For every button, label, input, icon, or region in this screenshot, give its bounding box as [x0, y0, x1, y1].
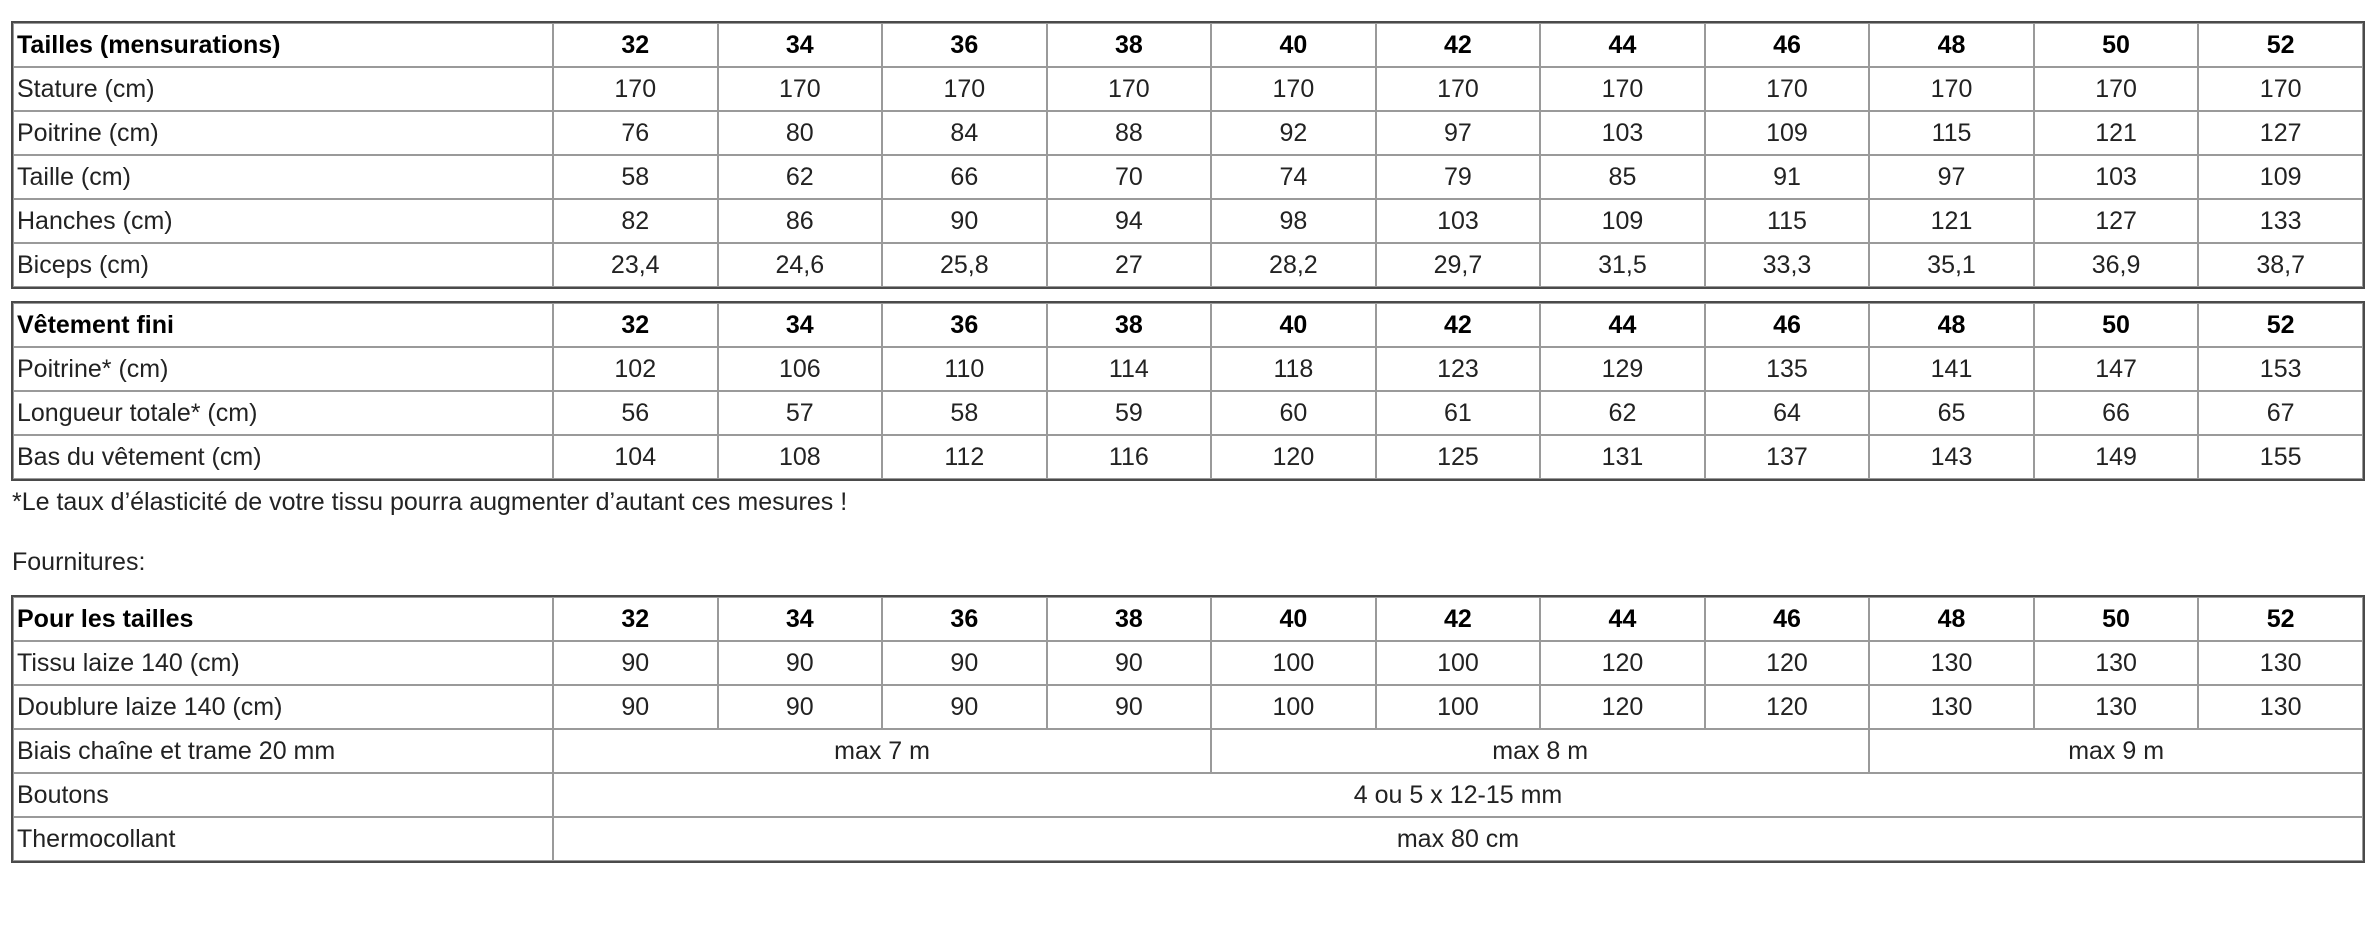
table-cell: 79: [1376, 155, 1541, 199]
table-cell: 76: [553, 111, 718, 155]
table-cell: 62: [1540, 391, 1705, 435]
table-cell: 60: [1211, 391, 1376, 435]
size-header-cell: 40: [1211, 303, 1376, 347]
size-header-cell: 50: [2034, 23, 2199, 67]
table-cell: 84: [882, 111, 1047, 155]
size-header-cell: 50: [2034, 303, 2199, 347]
table-cell: 66: [2034, 391, 2199, 435]
table-row-interfacing: [13, 817, 2363, 861]
table-cell: 121: [1869, 199, 2034, 243]
table-cell: 61: [1376, 391, 1541, 435]
measurements-table: [12, 22, 2364, 288]
size-header-cell: 36: [882, 23, 1047, 67]
table-cell: 130: [1869, 685, 2034, 729]
row-label: Tissu laize 140 (cm): [13, 641, 553, 685]
table-cell: 116: [1047, 435, 1212, 479]
row-label: Taille (cm): [13, 155, 553, 199]
row-label: Poitrine (cm): [13, 111, 553, 155]
table-cell: 62: [718, 155, 883, 199]
table-header-row: [13, 303, 2363, 347]
size-header-cell: 46: [1705, 23, 1870, 67]
size-header-cell: 48: [1869, 597, 2034, 641]
table-cell: 120: [1540, 641, 1705, 685]
size-header-cell: 48: [1869, 303, 2034, 347]
table-cell: 143: [1869, 435, 2034, 479]
bias-group-3: max 9 m: [1869, 729, 2363, 773]
table-cell: 65: [1869, 391, 2034, 435]
table-cell: 90: [718, 685, 883, 729]
table-cell: 123: [1376, 347, 1541, 391]
table-cell: 155: [2198, 435, 2363, 479]
bias-group-2: max 8 m: [1211, 729, 1869, 773]
table-cell: 127: [2034, 199, 2199, 243]
size-header-cell: 44: [1540, 303, 1705, 347]
table-cell: 33,3: [1705, 243, 1870, 287]
size-header-cell: 52: [2198, 303, 2363, 347]
table-cell: 56: [553, 391, 718, 435]
size-header-cell: 52: [2198, 597, 2363, 641]
header-label: Tailles (mensurations): [13, 23, 553, 67]
table-row: [13, 641, 2363, 685]
table-row: [13, 243, 2363, 287]
table-cell: 170: [1211, 67, 1376, 111]
table-cell: 114: [1047, 347, 1212, 391]
table-cell: 27: [1047, 243, 1212, 287]
size-header-cell: 46: [1705, 303, 1870, 347]
size-header-cell: 38: [1047, 597, 1212, 641]
table-cell: 115: [1869, 111, 2034, 155]
table-cell: 104: [553, 435, 718, 479]
row-label: Biceps (cm): [13, 243, 553, 287]
table-cell: 110: [882, 347, 1047, 391]
size-header-cell: 44: [1540, 23, 1705, 67]
table-cell: 170: [1376, 67, 1541, 111]
table-cell: 58: [553, 155, 718, 199]
table-cell: 170: [2034, 67, 2199, 111]
table-cell: 70: [1047, 155, 1212, 199]
size-header-cell: 42: [1376, 23, 1541, 67]
table-cell: 58: [882, 391, 1047, 435]
table-cell: 170: [553, 67, 718, 111]
size-header-cell: 32: [553, 597, 718, 641]
row-label: Longueur totale* (cm): [13, 391, 553, 435]
header-label: Vêtement fini: [13, 303, 553, 347]
row-label: Stature (cm): [13, 67, 553, 111]
table-row-bias: [13, 729, 2363, 773]
table-cell: 90: [882, 641, 1047, 685]
table-cell: 108: [718, 435, 883, 479]
table-cell: 170: [1540, 67, 1705, 111]
table-cell: 24,6: [718, 243, 883, 287]
table-cell: 90: [882, 685, 1047, 729]
table-cell: 31,5: [1540, 243, 1705, 287]
table-cell: 149: [2034, 435, 2199, 479]
table-cell: 133: [2198, 199, 2363, 243]
table-row: [13, 347, 2363, 391]
table-cell: 91: [1705, 155, 1870, 199]
row-label: Bas du vêtement (cm): [13, 435, 553, 479]
size-header-cell: 38: [1047, 303, 1212, 347]
table-cell: 36,9: [2034, 243, 2199, 287]
table-cell: 97: [1376, 111, 1541, 155]
table-cell: 170: [1047, 67, 1212, 111]
table-cell: 120: [1540, 685, 1705, 729]
size-header-cell: 42: [1376, 597, 1541, 641]
row-label: Poitrine* (cm): [13, 347, 553, 391]
row-label: Boutons: [13, 773, 553, 817]
table-cell: 103: [1540, 111, 1705, 155]
table-cell: 153: [2198, 347, 2363, 391]
table-cell: 125: [1376, 435, 1541, 479]
size-header-cell: 52: [2198, 23, 2363, 67]
table-cell: 102: [553, 347, 718, 391]
table-cell: 98: [1211, 199, 1376, 243]
size-header-cell: 50: [2034, 597, 2199, 641]
table-cell: 135: [1705, 347, 1870, 391]
supplies-table: [12, 596, 2364, 862]
table-row: [13, 435, 2363, 479]
size-chart-page: [12, 22, 2364, 862]
size-header-cell: 44: [1540, 597, 1705, 641]
size-header-cell: 46: [1705, 597, 1870, 641]
table-cell: 100: [1376, 685, 1541, 729]
table-cell: 100: [1376, 641, 1541, 685]
table-row: [13, 391, 2363, 435]
table-cell: 130: [2198, 641, 2363, 685]
table-cell: 90: [882, 199, 1047, 243]
table-cell: 170: [2198, 67, 2363, 111]
table-cell: 82: [553, 199, 718, 243]
table-cell: 90: [1047, 685, 1212, 729]
table-cell: 137: [1705, 435, 1870, 479]
table-cell: 90: [718, 641, 883, 685]
table-cell: 127: [2198, 111, 2363, 155]
table-cell: 130: [1869, 641, 2034, 685]
table-cell: 23,4: [553, 243, 718, 287]
size-header-cell: 34: [718, 303, 883, 347]
table-cell: 141: [1869, 347, 2034, 391]
supplies-title: Fournitures:: [12, 548, 146, 576]
table-cell: 170: [1869, 67, 2034, 111]
table-cell: 120: [1211, 435, 1376, 479]
table-cell: 57: [718, 391, 883, 435]
table-cell: 120: [1705, 685, 1870, 729]
table-cell: 66: [882, 155, 1047, 199]
table-header-row: [13, 23, 2363, 67]
size-header-cell: 32: [553, 23, 718, 67]
size-header-cell: 38: [1047, 23, 1212, 67]
table-cell: 129: [1540, 347, 1705, 391]
table-cell: 147: [2034, 347, 2199, 391]
elasticity-note: *Le taux d’élasticité de votre tissu pourra augmenter d’autant ces mesures !: [12, 488, 848, 516]
table-header-row: [13, 597, 2363, 641]
table-cell: 170: [1705, 67, 1870, 111]
table-cell: 109: [1540, 199, 1705, 243]
size-header-cell: 40: [1211, 597, 1376, 641]
table-cell: 88: [1047, 111, 1212, 155]
table-cell: 94: [1047, 199, 1212, 243]
table-cell: 64: [1705, 391, 1870, 435]
finished-garment-table: [12, 302, 2364, 480]
table-row: [13, 199, 2363, 243]
table-cell: 74: [1211, 155, 1376, 199]
table-cell: 131: [1540, 435, 1705, 479]
table-cell: 130: [2034, 685, 2199, 729]
row-label: Doublure laize 140 (cm): [13, 685, 553, 729]
table-cell: 85: [1540, 155, 1705, 199]
size-header-cell: 40: [1211, 23, 1376, 67]
table-cell: 90: [553, 641, 718, 685]
table-cell: 67: [2198, 391, 2363, 435]
table-cell: 29,7: [1376, 243, 1541, 287]
table-cell: 115: [1705, 199, 1870, 243]
table-cell: 90: [1047, 641, 1212, 685]
size-header-cell: 36: [882, 303, 1047, 347]
table-cell: 97: [1869, 155, 2034, 199]
table-cell: 121: [2034, 111, 2199, 155]
table-row: [13, 67, 2363, 111]
table-row: [13, 155, 2363, 199]
table-cell: 92: [1211, 111, 1376, 155]
row-label: Biais chaîne et trame 20 mm: [13, 729, 553, 773]
table-cell: 59: [1047, 391, 1212, 435]
table-cell: 35,1: [1869, 243, 2034, 287]
table-cell: 118: [1211, 347, 1376, 391]
table-cell: 130: [2034, 641, 2199, 685]
table-cell: 80: [718, 111, 883, 155]
size-header-cell: 42: [1376, 303, 1541, 347]
table-cell: 103: [2034, 155, 2199, 199]
table-cell: 109: [1705, 111, 1870, 155]
table-cell: 106: [718, 347, 883, 391]
buttons-value: 4 ou 5 x 12-15 mm: [553, 773, 2363, 817]
table-cell: 170: [718, 67, 883, 111]
table-cell: 120: [1705, 641, 1870, 685]
table-cell: 38,7: [2198, 243, 2363, 287]
interfacing-value: max 80 cm: [553, 817, 2363, 861]
table-cell: 90: [553, 685, 718, 729]
header-label: Pour les tailles: [13, 597, 553, 641]
table-cell: 100: [1211, 685, 1376, 729]
table-cell: 109: [2198, 155, 2363, 199]
table-cell: 170: [882, 67, 1047, 111]
table-row: [13, 685, 2363, 729]
table-cell: 28,2: [1211, 243, 1376, 287]
size-header-cell: 48: [1869, 23, 2034, 67]
table-cell: 103: [1376, 199, 1541, 243]
size-header-cell: 34: [718, 597, 883, 641]
size-header-cell: 36: [882, 597, 1047, 641]
table-cell: 112: [882, 435, 1047, 479]
table-cell: 130: [2198, 685, 2363, 729]
size-header-cell: 34: [718, 23, 883, 67]
table-row-buttons: [13, 773, 2363, 817]
bias-group-1: max 7 m: [553, 729, 1211, 773]
row-label: Thermocollant: [13, 817, 553, 861]
row-label: Hanches (cm): [13, 199, 553, 243]
table-cell: 25,8: [882, 243, 1047, 287]
table-cell: 100: [1211, 641, 1376, 685]
table-row: [13, 111, 2363, 155]
table-cell: 86: [718, 199, 883, 243]
size-header-cell: 32: [553, 303, 718, 347]
